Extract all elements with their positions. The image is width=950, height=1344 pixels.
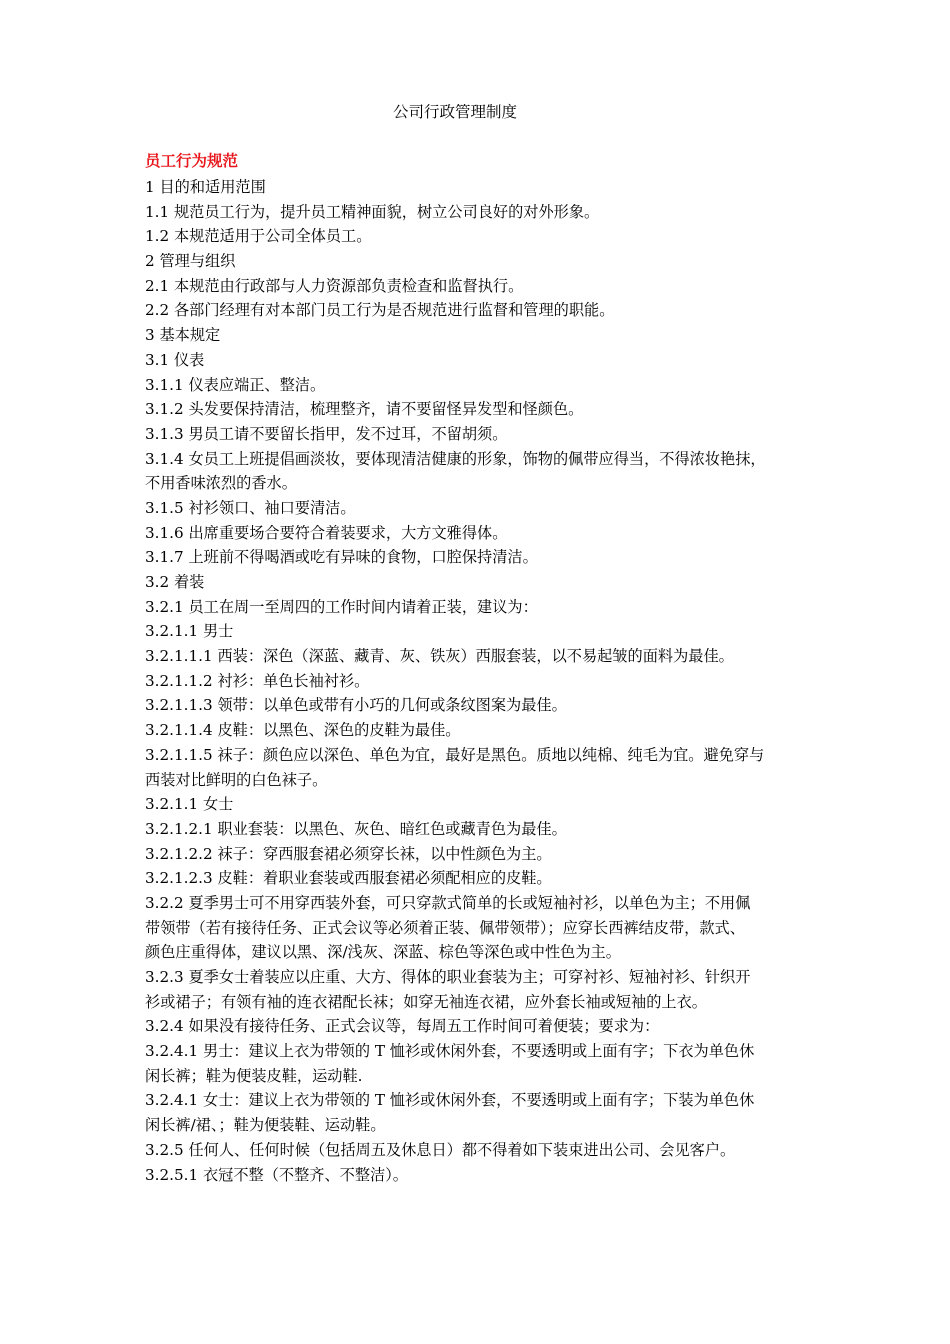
body-line: 闲长裤/裙、；鞋为便装鞋、运动鞋。 <box>145 1116 386 1135</box>
body-line: 3.2.1.2.3 皮鞋：着职业套装或西服套裙必须配相应的皮鞋。 <box>145 869 552 888</box>
body-line: 3.2.1.1 女士 <box>145 795 234 814</box>
body-line: 西装对比鲜明的白色袜子。 <box>145 770 328 789</box>
body-line: 带领带（若有接待任务、正式会议等必须着正装、佩带领带）；应穿长西裤结皮带，款式、 <box>145 918 745 937</box>
body-line: 3.2.1 员工在周一至周四的工作时间内请着正装，建议为： <box>145 597 538 616</box>
body-line: 3.2.2 夏季男士可不用穿西装外套，可只穿款式简单的长或短袖衬衫，以单色为主；不用佩 <box>145 893 751 912</box>
body-line: 闲长裤；鞋为便装皮鞋，运动鞋. <box>145 1066 363 1085</box>
body-line: 3.2.4 如果没有接待任务、正式会议等，每周五工作时间可着便装；要求为： <box>145 1017 660 1036</box>
body-line: 3.2.1.2.1 职业套装：以黑色、灰色、暗红色或藏青色为最佳。 <box>145 819 567 838</box>
body-line: 3.1.3 男员工请不要留长指甲，发不过耳，不留胡须。 <box>145 424 508 443</box>
body-line: 3.2.1.1 男士 <box>145 622 234 641</box>
body-line: 2.2 各部门经理有对本部门员工行为是否规范进行监督和管理的职能。 <box>145 301 615 320</box>
body-line: 3.1.4 女员工上班提倡画淡妆，要体现清洁健康的形象，饰物的佩带应得当，不得浓妆艳抹， <box>145 449 766 468</box>
document-body <box>145 175 817 1187</box>
body-line: 1.1 规范员工行为，提升员工精神面貌，树立公司良好的对外形象。 <box>145 202 600 221</box>
body-line: 3 基本规定 <box>145 326 221 345</box>
body-line: 2.1 本规范由行政部与人力资源部负责检查和监督执行。 <box>145 276 524 295</box>
body-line: 衫或裙子；有领有袖的连衣裙配长袜；如穿无袖连衣裙，应外套长袖或短袖的上衣。 <box>145 992 707 1011</box>
body-line: 3.2.1.1.1 西装：深色（深蓝、藏青、灰、铁灰）西服套装，以不易起皱的面料为最佳。 <box>145 647 734 666</box>
body-line: 3.1.6 出席重要场合要符合着装要求，大方文雅得体。 <box>145 523 508 542</box>
body-line: 2 管理与组织 <box>145 252 236 271</box>
body-line: 3.1.1 仪表应端正、整洁。 <box>145 375 326 394</box>
body-line: 3.2.1.1.3 领带：以单色或带有小巧的几何或条纹图案为最佳。 <box>145 696 567 715</box>
body-line: 3.1.2 头发要保持清洁，梳理整齐，请不要留怪异发型和怪颜色。 <box>145 400 584 419</box>
body-line: 3.1.5 衬衫领口、袖口要清洁。 <box>145 498 356 517</box>
body-line: 3.2.4.1 男士：建议上衣为带领的 T 恤衫或休闲外套，不要透明或上面有字；下衣为单色休 <box>145 1042 755 1061</box>
body-line: 3.2.5 任何人、任何时候（包括周五及休息日）都不得着如下装束进出公司、会见客户。 <box>145 1140 736 1159</box>
body-line: 1.2 本规范适用于公司全体员工。 <box>145 227 372 246</box>
body-line: 3.1.7 上班前不得喝酒或吃有异味的食物，口腔保持清洁。 <box>145 548 538 567</box>
body-line: 1 目的和适用范围 <box>145 178 266 196</box>
document-title: 公司行政管理制度 <box>392 103 517 121</box>
body-line: 3.1 仪表 <box>145 350 205 369</box>
body-line: 3.2.1.2.2 袜子：穿西服套裙必须穿长袜，以中性颜色为主。 <box>145 844 552 863</box>
section-heading: 员工行为规范 <box>145 151 239 170</box>
body-line: 3.2.5.1 衣冠不整（不整齐、不整洁）。 <box>145 1165 408 1184</box>
body-line: 3.2.1.1.2 衬衫：单色长袖衬衫。 <box>145 671 370 690</box>
body-line: 不用香味浓烈的香水。 <box>145 474 297 493</box>
body-line: 3.2.4.1 女士：建议上衣为带领的 T 恤衫或休闲外套，不要透明或上面有字；下装为单色休 <box>145 1091 755 1110</box>
body-line: 3.2.3 夏季女士着装应以庄重、大方、得体的职业套装为主；可穿衬衫、短袖衬衫、针织开 <box>145 968 751 986</box>
body-line: 颜色庄重得体，建议以黑、深/浅灰、深蓝、棕色等深色或中性色为主。 <box>145 943 621 962</box>
body-line: 3.2.1.1.5 袜子：颜色应以深色、单色为宜，最好是黑色。质地以纯棉、纯毛为宜。避免穿与 <box>145 745 765 764</box>
body-line: 3.2.1.1.4 皮鞋：以黑色、深色的皮鞋为最佳。 <box>145 721 461 740</box>
body-line: 3.2 着装 <box>145 573 205 591</box>
